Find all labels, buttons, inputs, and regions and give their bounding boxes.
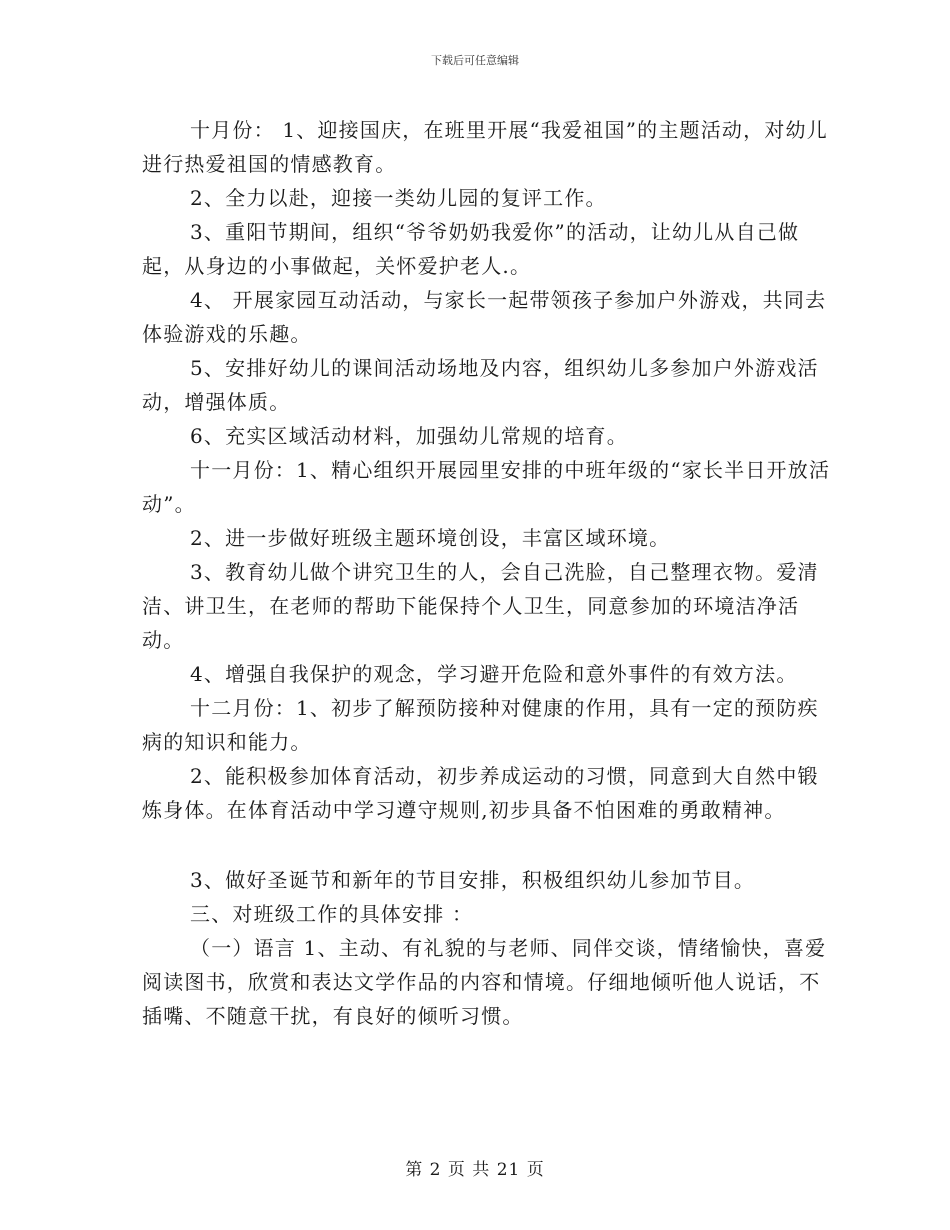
paragraph-item: 3、做好圣诞节和新年的节目安排，积极组织幼儿参加节目。: [190, 868, 756, 892]
paragraph-item: 5、安排好幼儿的课间活动场地及内容，组织幼儿多参加户外游戏活动，增强体质。: [142, 356, 819, 414]
document-body: [142, 113, 832, 1033]
paragraph-item: 2、全力以赴，迎接一类幼儿园的复评工作。: [190, 186, 607, 210]
paragraph-item: 2、进一步做好班级主题环境创设，丰富区域环境。: [190, 526, 671, 550]
section-heading: 三、对班级工作的具体安排 ：: [190, 902, 474, 926]
page-header: 下载后可任意编辑: [431, 54, 519, 67]
page-number: 第 2 页 共 21 页: [405, 1160, 545, 1180]
paragraph-item: 2、能积极参加体育活动，初步养成运动的习惯，同意到大自然中锻炼身体。在体育活动中学习遵守规则,初步具备不怕困难的勇敢精神。: [142, 764, 819, 822]
paragraph-december: 十二月份：1、初步了解预防接种对健康的作用，具有一定的预防疾病的知识和能力。: [142, 696, 819, 754]
paragraph-item: 4、 开展家园互动活动，与家长一起带领孩子参加户外游戏，共同去体验游戏的乐趣。: [142, 288, 827, 346]
paragraph-november: 十一月份：1、精心组织开展园里安排的中班年级的“家长半日开放活动”。: [142, 458, 831, 516]
paragraph-item: 3、教育幼儿做个讲究卫生的人，会自己洗脸，自己整理衣物。爱清洁、讲卫生，在老师的帮助下能保持个人卫生，同意参加的环境洁净活动。: [142, 560, 819, 652]
paragraph-language: （一）语言 1、主动、有礼貌的与老师、同伴交谈，情绪愉快，喜爱阅读图书，欣赏和表达文学作品的内容和情境。仔细地倾听他人说话，不插嘴、不随意干扰，有良好的倾听习惯。: [142, 936, 827, 1028]
paragraph-item: 6、充实区域活动材料，加强幼儿常规的培育。: [190, 424, 628, 448]
paragraph-october: 十月份： 1、迎接国庆，在班里开展“我爱祖国”的主题活动，对幼儿进行热爱祖国的情感教育。: [142, 118, 828, 176]
paragraph-item: 3、重阳节期间，组织“爷爷奶奶我爱你”的活动，让幼儿从自己做起，从身边的小事做起，关怀爱护老人.。: [142, 220, 800, 278]
paragraph-item: 4、增强自我保护的观念，学习避开危险和意外事件的有效方法。: [190, 662, 798, 686]
blank-line: [142, 827, 832, 863]
